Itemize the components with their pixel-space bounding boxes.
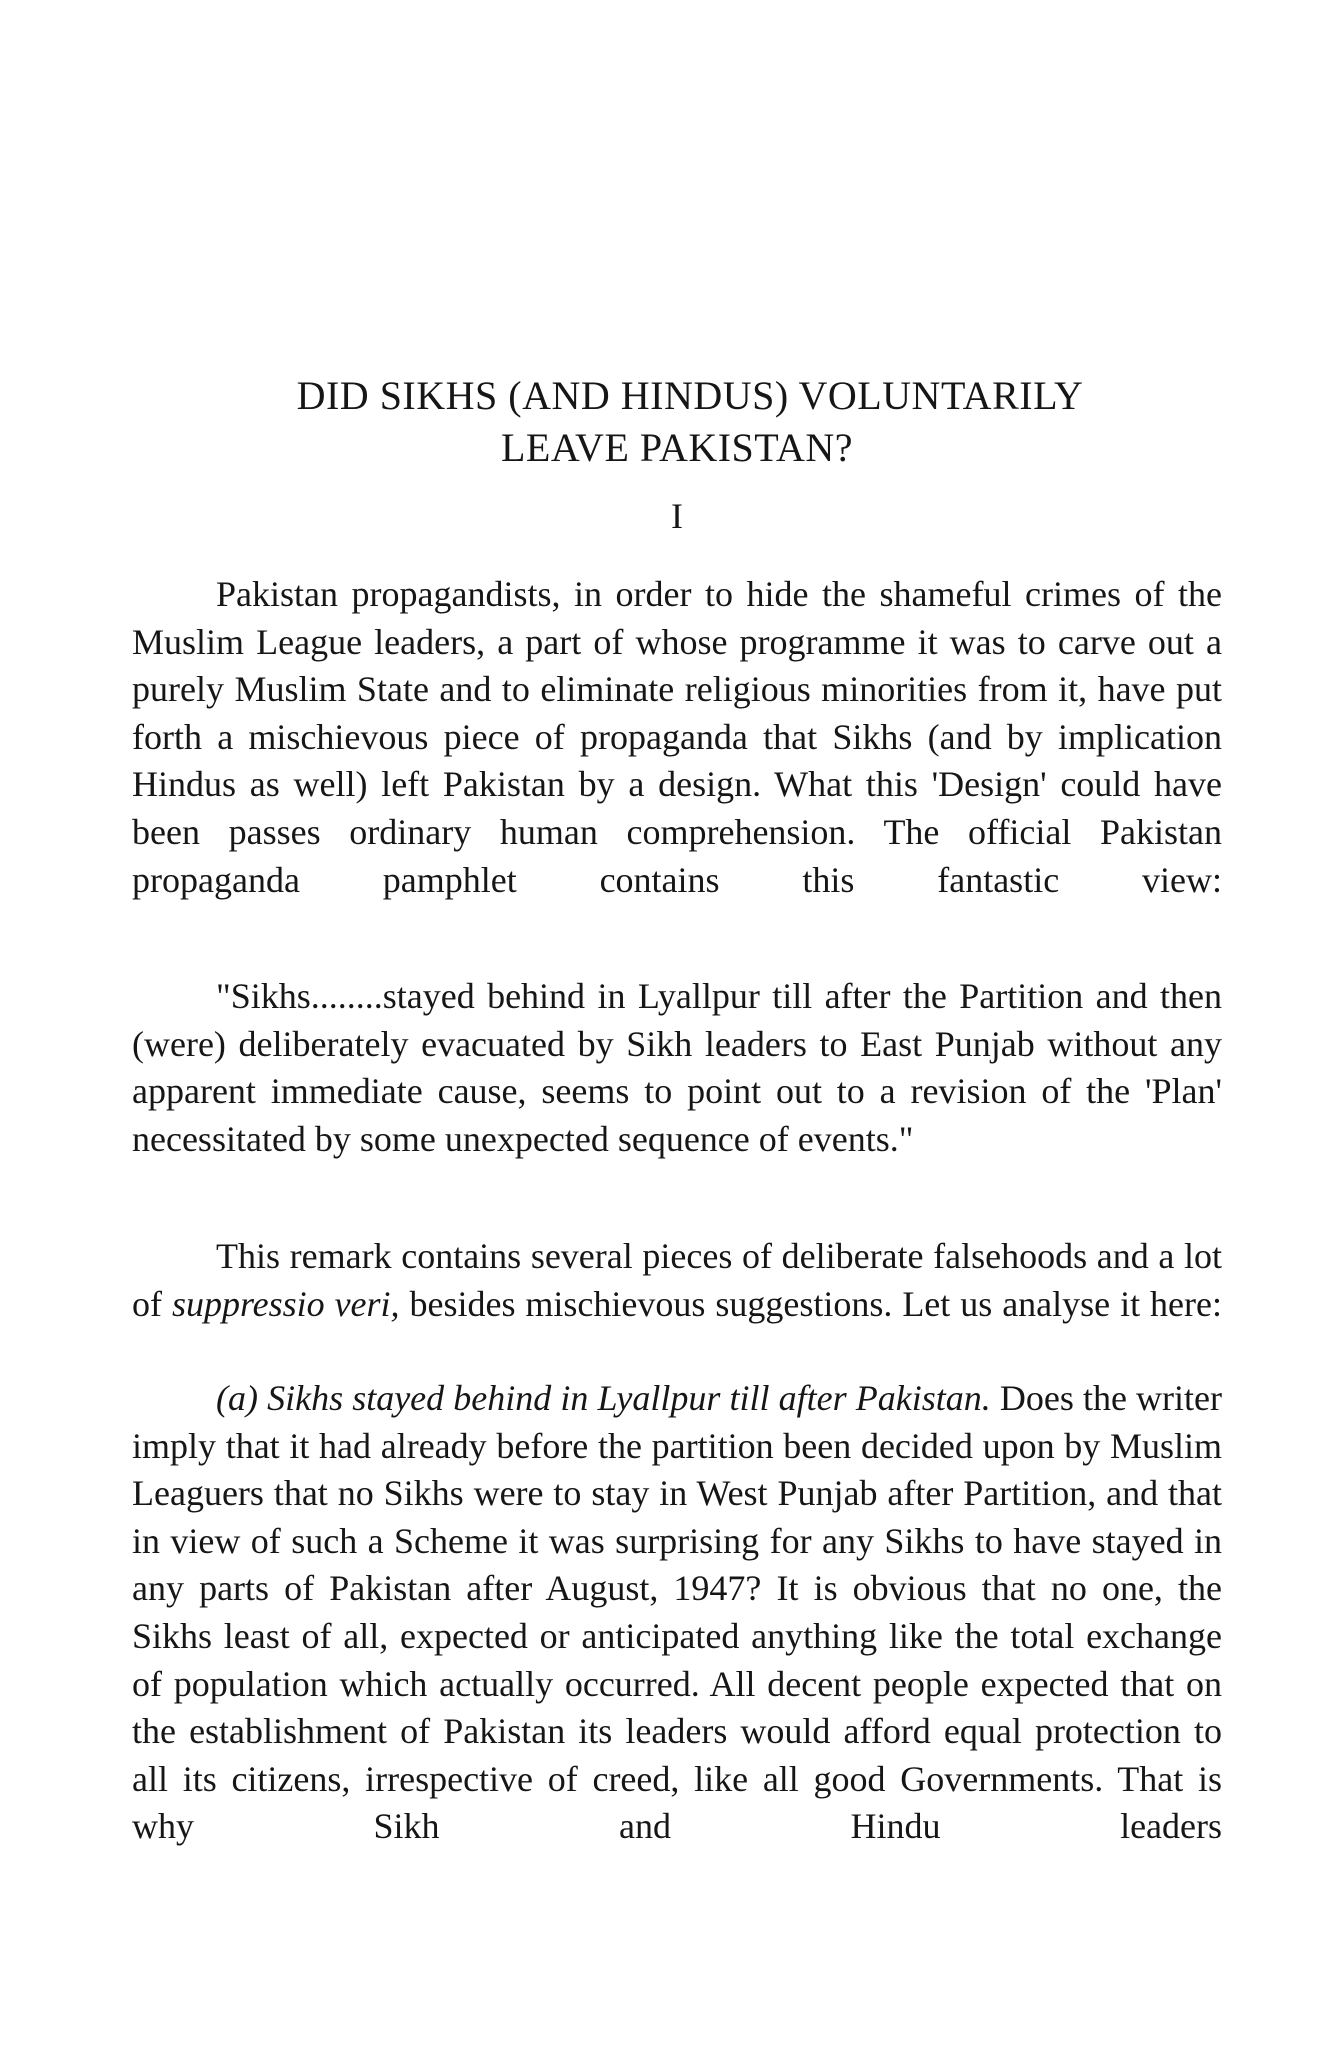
point-a-body: Does the writer imply that it had already before the partition been decided upon by Muslim Leaguers that no Sikhs were to stay in West Punjab after Partition, and that in view of such a Scheme it was surprising for any Sikhs to have stayed in any parts of Pakistan after August, 1947? It is obvious that no one, the Sikhs least of all, expected or anticipated anything like the total exchange of population which actually occurred. All decent people expected that on the establishment of Pakistan its leaders would afford equal protection to all its citizens, irrespective of creed, like all good Governments. That is why Sikh and Hindu leaders — [132, 1378, 1222, 1847]
chapter-title-line-1: DID SIKHS (AND HINDUS) VOLUNTARILY — [296, 373, 1084, 418]
point-a-italic-lead: Sikhs stayed behind in Lyallpur till after Pakistan. — [267, 1378, 991, 1418]
section-number: I — [671, 496, 683, 536]
quotation-text: "Sikhs........stayed behind in Lyallpur till after the Partition and then (were) deliberately evacuated by Sikh leaders to East Punjab without any apparent immediate cause, seems to point out to a revision of the 'Plan' necessitated by some unexpected sequence of events." — [132, 976, 1222, 1159]
paragraph-remark-italic: suppressio veri, — [171, 1283, 400, 1324]
paragraph-remark-text-1: This remark contains several pieces of deliberate falsehoods and a lot of — [132, 1236, 1222, 1324]
block-quotation — [132, 973, 1222, 1163]
paragraph-intro — [132, 571, 1222, 904]
paragraph-remark-text-2: besides mischievous suggestions. Let us analyse it here: — [399, 1283, 1222, 1324]
chapter-title-line-2: LEAVE PAKISTAN? — [500, 425, 854, 470]
paragraph-point-a — [132, 1375, 1222, 1851]
paragraph-remark — [132, 1233, 1222, 1328]
paragraph-intro-text: Pakistan propagandists, in order to hide the shameful crimes of the Muslim League leaders, a part of whose programme it was to carve out a purely Muslim State and to eliminate religious minorities from it, have put forth a mischievous piece of propaganda that Sikhs (and by implication Hindus as well) left Pakistan by a design. What this 'Design' could have been passes ordinary human comprehension. The official Pakistan propaganda pamphlet contains this fantastic view: — [132, 574, 1222, 900]
point-label: (a) — [216, 1378, 258, 1418]
